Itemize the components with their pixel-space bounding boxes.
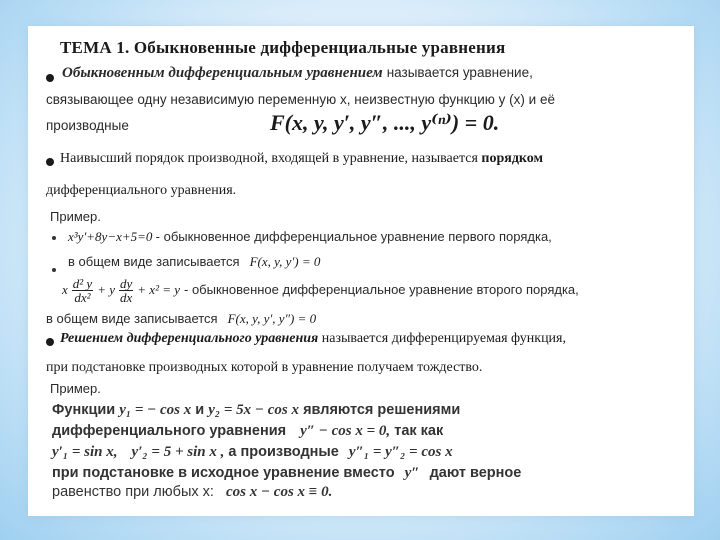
bullet-icon: [52, 268, 56, 272]
order-line1: [60, 151, 543, 167]
bullet-icon: [46, 74, 54, 82]
example2-l2a: дифференциального уравнения: [52, 423, 287, 439]
example2-l1b: и: [195, 402, 205, 418]
order-line2: дифференциального уравнения.: [46, 183, 237, 198]
definition-term: Обыкновенным дифференциальным уравнением: [62, 65, 383, 81]
example1-eq2-x: x: [62, 282, 68, 298]
solution-term: Решением дифференциального уравнения: [60, 331, 319, 346]
example2-line2: [52, 423, 443, 440]
example1-eq2-frac2: [119, 277, 133, 304]
example2-l1f2: y₂ = 5x − cos x: [208, 402, 300, 418]
example2-label: Пример.: [50, 381, 101, 396]
page-title: ТЕМА 1. Обыкновенные дифференциальные уравнения: [60, 38, 506, 57]
example2-l3b: а производные: [228, 444, 339, 460]
example1-eq2-frac1: [72, 277, 93, 304]
solution-text: называется дифференцируемая функция,: [321, 331, 566, 346]
example2-line1: [52, 402, 460, 419]
bullet-icon: [46, 338, 54, 346]
example1-eq1-general-label: в общем виде записывается: [68, 254, 240, 269]
order-text: Наивысший порядок производной, входящей в уравнение, называется: [60, 151, 478, 166]
example2-l2f: y″ − cos x = 0,: [300, 423, 391, 439]
definition-text: называется уравнение,: [386, 65, 533, 80]
example1-eq2-plus: + y: [97, 282, 115, 298]
example1-eq2-general-label: в общем виде записывается: [46, 311, 218, 326]
example2-l4b: дают верное: [429, 465, 522, 481]
example1-eq1-general: F(x, y, y′) = 0: [249, 254, 321, 269]
example1-label: Пример.: [50, 209, 101, 224]
example2-l3f1: y′₁ = sin x,: [52, 444, 118, 460]
example2-l2b: так как: [394, 423, 444, 439]
example2-l1f1: y₁ = − cos x: [119, 402, 192, 418]
solution-line2: при подстановке производных которой в уравнение получаем тождество.: [46, 360, 483, 375]
bullet-icon: [46, 158, 54, 166]
example2-line5: [52, 484, 332, 501]
frac-numerator: dy: [120, 276, 133, 291]
example1-eq2-line: [62, 277, 579, 304]
example2-l4f: y″: [404, 465, 420, 481]
example2-l1c: являются решениями: [303, 402, 461, 418]
example2-l5f: cos x − cos x ≡ 0.: [225, 484, 333, 500]
example1-eq1-general-line: [68, 253, 320, 271]
bullet-icon: [52, 236, 56, 240]
example2-line4: [52, 465, 521, 482]
example1-eq1-line: [68, 229, 552, 245]
example1-eq2-desc: - обыкновенное дифференциальное уравнение второго порядка,: [184, 282, 579, 298]
example1-eq2-tail: + x² = y: [137, 282, 181, 298]
frac-denominator: dx: [120, 290, 133, 305]
example1-eq2-general-line: [46, 310, 316, 328]
definition-line1: [62, 64, 533, 82]
definition-formula: F(x, y, y′, y″, ..., y⁽ⁿ⁾) = 0.: [270, 110, 500, 135]
example1-eq1-desc: - обыкновенное дифференциальное уравнение первого порядка,: [155, 229, 552, 244]
example2-line3: [52, 444, 453, 461]
example2-l3f3: y″₁ = y″₂ = cos x: [348, 444, 453, 460]
solution-line1: [60, 331, 566, 347]
example1-eq2-general: F(x, y, y′, y″) = 0: [227, 311, 317, 326]
definition-line3: производные: [46, 118, 129, 133]
example2-l4a: при подстановке в исходное уравнение вместо: [52, 465, 395, 481]
example2-l5a: равенство при любых x:: [52, 484, 214, 500]
order-term: порядком: [481, 151, 544, 166]
frac-denominator: dx²: [74, 290, 91, 305]
example2-l3f2: y′₂ = 5 + sin x ,: [131, 444, 225, 460]
frac-numerator: d² y: [72, 276, 93, 291]
example2-l1a: Функции: [52, 402, 116, 418]
example1-eq1: x³y′+8y−x+5=0: [68, 229, 153, 244]
definition-line2: связывающее одну независимую переменную x, неизвестную функцию y (x) и её: [46, 92, 555, 107]
